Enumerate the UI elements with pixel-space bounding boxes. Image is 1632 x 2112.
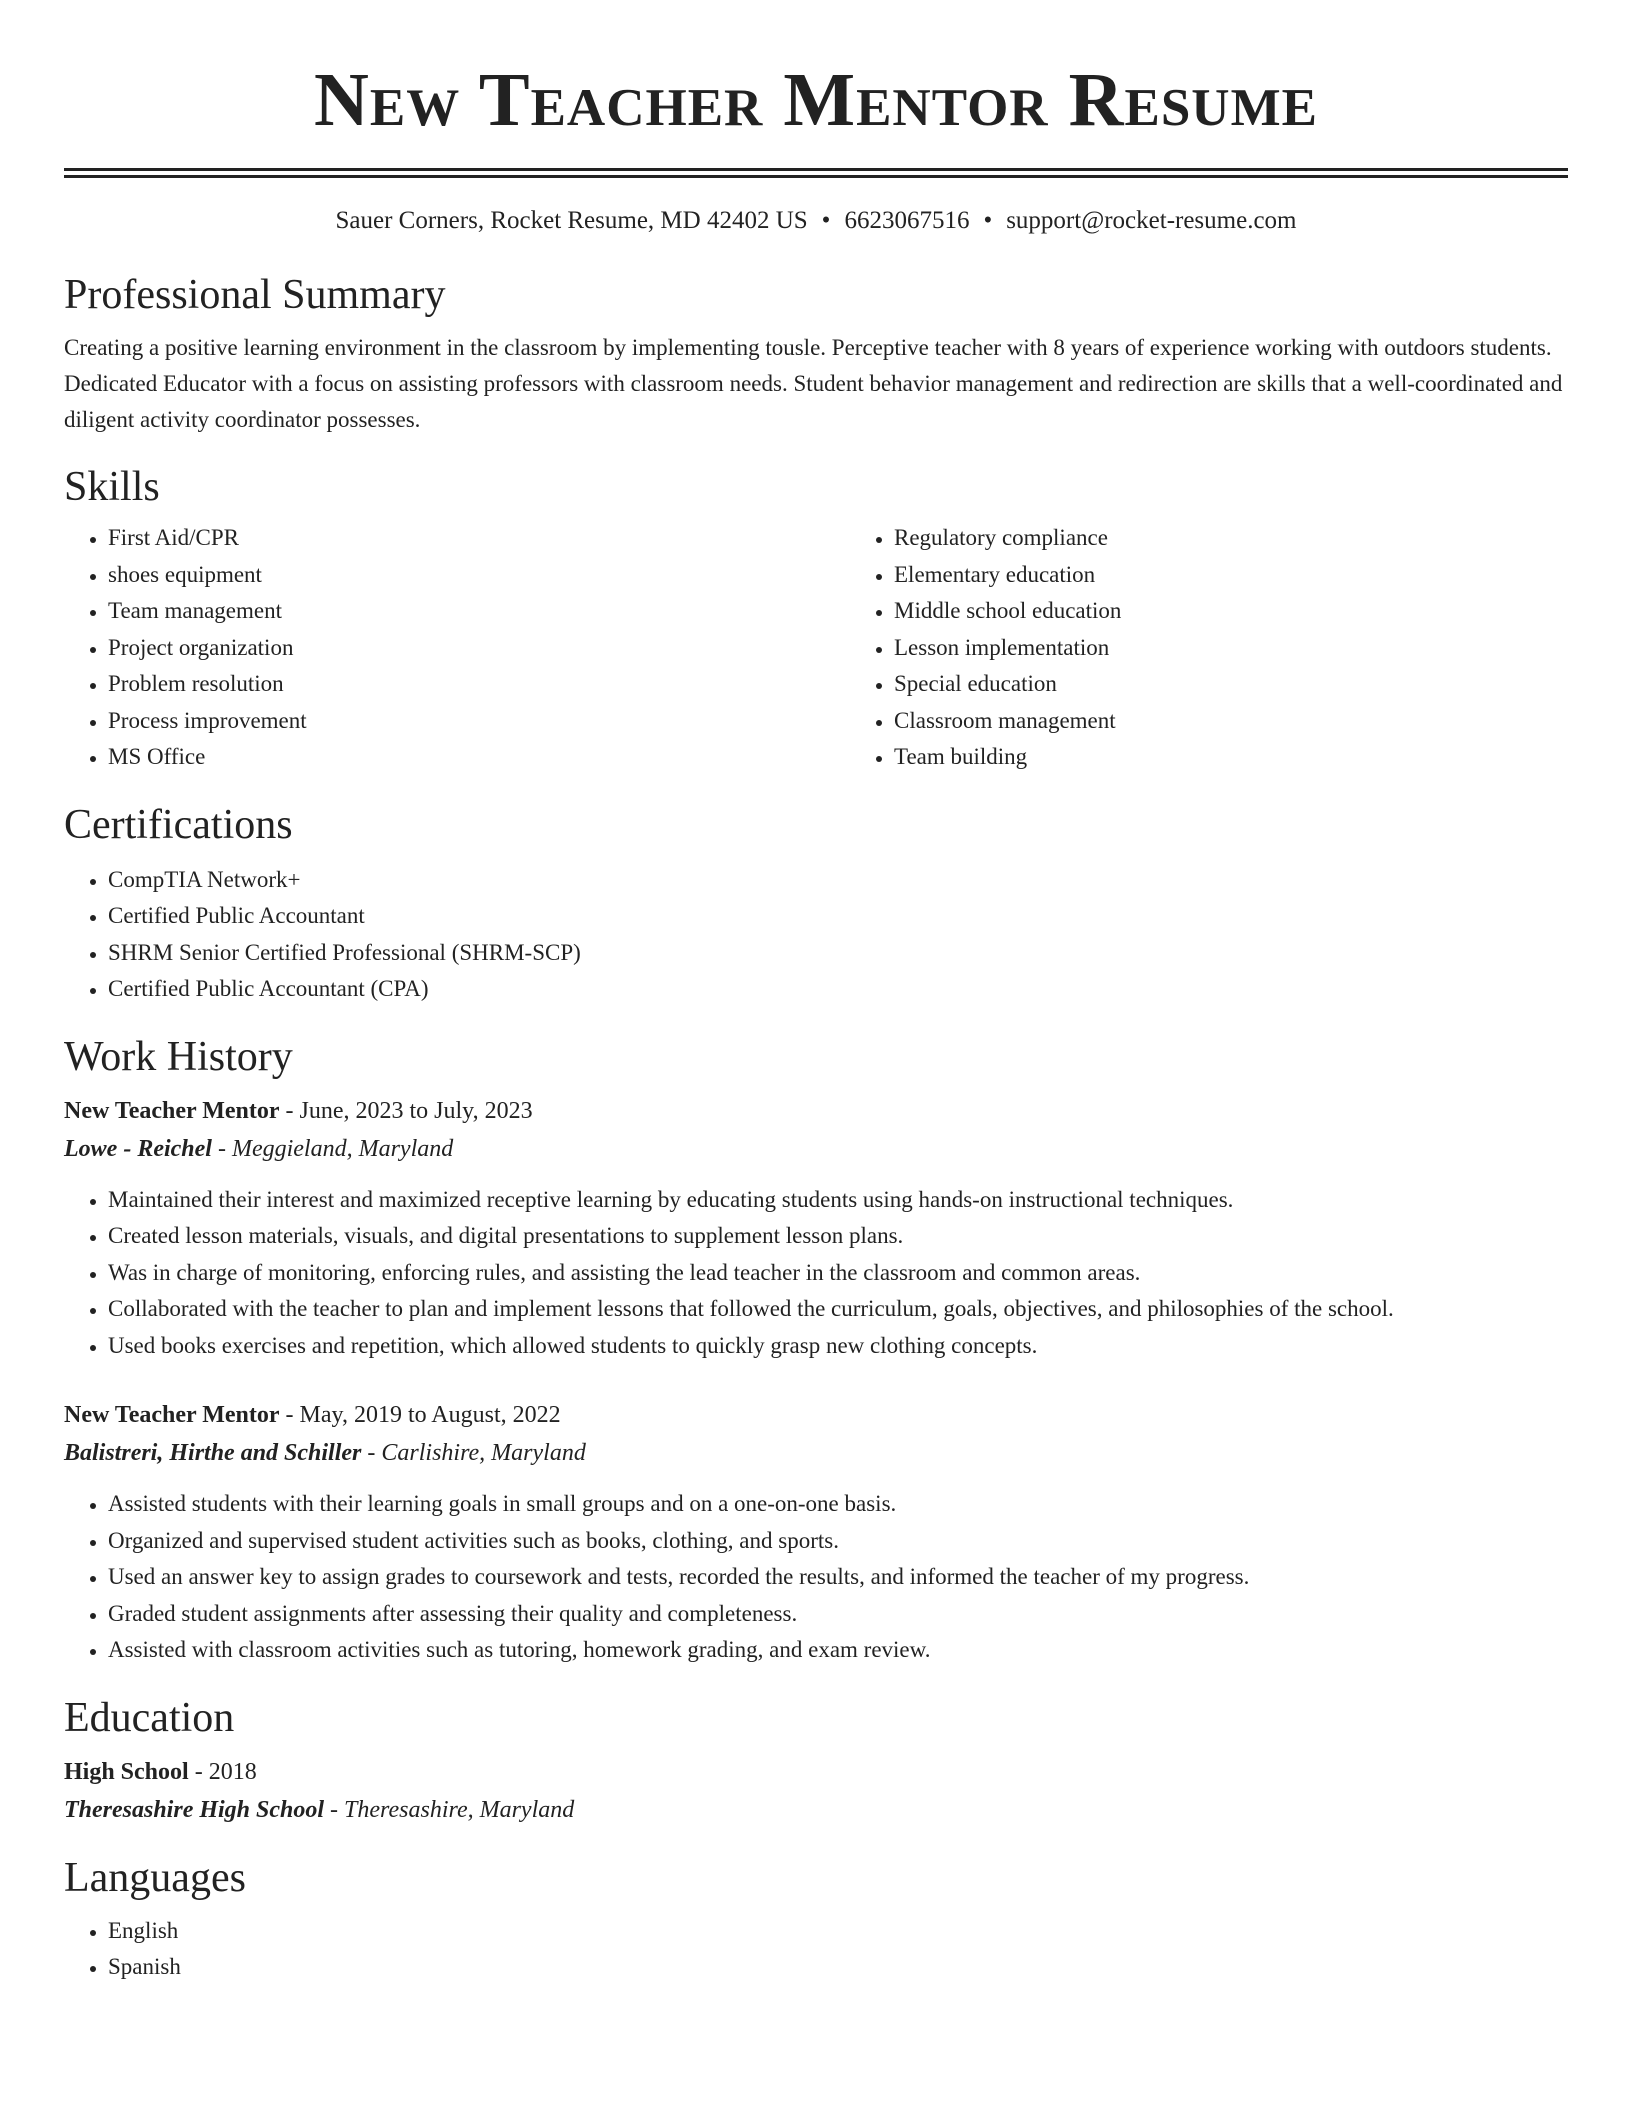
skill-item: • Elementary education	[894, 557, 1568, 594]
skills-column-right	[850, 520, 1568, 776]
language-item: • English	[108, 1913, 1568, 1950]
job-title-line	[64, 1092, 1568, 1130]
language-item: • Spanish	[108, 1949, 1568, 1986]
languages-heading: Languages	[64, 1854, 246, 1901]
job-location: - Carlishire, Maryland	[361, 1440, 586, 1466]
school-line	[64, 1791, 1568, 1829]
skills-list	[64, 520, 1568, 776]
job-title: New Teacher Mentor	[64, 1402, 280, 1428]
skill-item: • Regulatory compliance	[894, 520, 1568, 557]
employer-line	[64, 1434, 1568, 1472]
skill-item: • Project organization	[108, 630, 850, 667]
graduation-year: - 2018	[188, 1758, 257, 1785]
employer-line	[64, 1130, 1568, 1168]
skills-column-left	[64, 520, 850, 776]
job-bullet: • Collaborated with the teacher to plan and implement lessons that followed the curriculum, goals, objectives, and philosophies of the school.	[108, 1291, 1568, 1328]
job-bullets	[64, 1182, 1568, 1365]
skill-item: • MS Office	[108, 739, 850, 776]
skill-item: • shoes equipment	[108, 557, 850, 594]
skill-item: • Lesson implementation	[894, 630, 1568, 667]
skill-item: • Process improvement	[108, 703, 850, 740]
skill-item: • Special education	[894, 666, 1568, 703]
skill-item: • Problem resolution	[108, 666, 850, 703]
job-dates: - May, 2019 to August, 2022	[279, 1402, 561, 1428]
job-bullet: • Was in charge of monitoring, enforcing rules, and assisting the lead teacher in the classroom and common areas.	[108, 1255, 1568, 1292]
skill-item: • Classroom management	[894, 703, 1568, 740]
job-title-line	[64, 1396, 1568, 1434]
school-name: Theresashire High School	[64, 1796, 325, 1823]
job-bullet: • Organized and supervised student activities such as books, clothing, and sports.	[108, 1523, 1568, 1560]
degree-line	[64, 1753, 1568, 1791]
title-double-rule	[64, 168, 1568, 178]
skill-item: • First Aid/CPR	[108, 520, 850, 557]
contact-address: Sauer Corners, Rocket Resume, MD 42402 US	[335, 207, 808, 234]
job-bullet: • Used an answer key to assign grades to coursework and tests, recorded the results, and informed the teacher of my progress.	[108, 1559, 1568, 1596]
contact-phone: 6623067516	[844, 207, 970, 234]
degree-name: High School	[64, 1758, 189, 1785]
job-bullets	[64, 1486, 1568, 1669]
resume-title: New Teacher Mentor Resume	[314, 58, 1318, 142]
work-history-heading: Work History	[64, 1033, 293, 1080]
job-bullet: • Assisted students with their learning goals in small groups and on a one-on-one basis.	[108, 1486, 1568, 1523]
certification-item: • Certified Public Accountant	[108, 898, 1568, 935]
job-entry	[64, 1092, 1568, 1365]
skills-heading: Skills	[64, 464, 160, 510]
certifications-heading: Certifications	[64, 801, 293, 848]
certifications-list	[64, 862, 1568, 1008]
contact-line	[64, 206, 1568, 236]
education-entry	[64, 1753, 1568, 1829]
certification-item: • SHRM Senior Certified Professional (SHRM-SCP)	[108, 935, 1568, 972]
employer-name: Lowe - Reichel	[64, 1135, 212, 1162]
employer-name: Balistreri, Hirthe and Schiller	[64, 1440, 362, 1466]
contact-email: support@rocket-resume.com	[1006, 207, 1297, 234]
school-location: - Theresashire, Maryland	[324, 1796, 575, 1823]
skill-item: • Team management	[108, 593, 850, 630]
job-bullet: • Maintained their interest and maximized receptive learning by educating students using hands-on instructional techniques.	[108, 1182, 1568, 1219]
certification-item: • Certified Public Accountant (CPA)	[108, 971, 1568, 1008]
languages-list	[64, 1913, 1568, 1986]
contact-separator: •	[983, 207, 993, 234]
certification-item: • CompTIA Network+	[108, 862, 1568, 899]
skill-item: • Middle school education	[894, 593, 1568, 630]
job-bullet: • Assisted with classroom activities such as tutoring, homework grading, and exam review.	[108, 1632, 1568, 1669]
job-title: New Teacher Mentor	[64, 1097, 280, 1124]
job-location: - Meggieland, Maryland	[211, 1135, 454, 1162]
job-bullet: • Graded student assignments after assessing their quality and completeness.	[108, 1596, 1568, 1633]
summary-text: Creating a positive learning environment in the classroom by implementing tousle. Perceptive teacher with 8 years of experience working with outdoors students. Dedicated Educator with a focus on assisting professors with classroom needs. Student behavior management and redirection are skills that a well-coordinated and diligent activity coordinator possesses.	[64, 335, 1563, 432]
job-dates: - June, 2023 to July, 2023	[279, 1097, 533, 1124]
job-entry	[64, 1396, 1568, 1669]
job-bullet: • Created lesson materials, visuals, and digital presentations to supplement lesson plans.	[108, 1218, 1568, 1255]
education-heading: Education	[64, 1694, 235, 1741]
summary-heading: Professional Summary	[64, 272, 446, 318]
job-bullet: • Used books exercises and repetition, which allowed students to quickly grasp new clothing concepts.	[108, 1328, 1568, 1365]
contact-separator: •	[821, 207, 831, 234]
skill-item: • Team building	[894, 739, 1568, 776]
